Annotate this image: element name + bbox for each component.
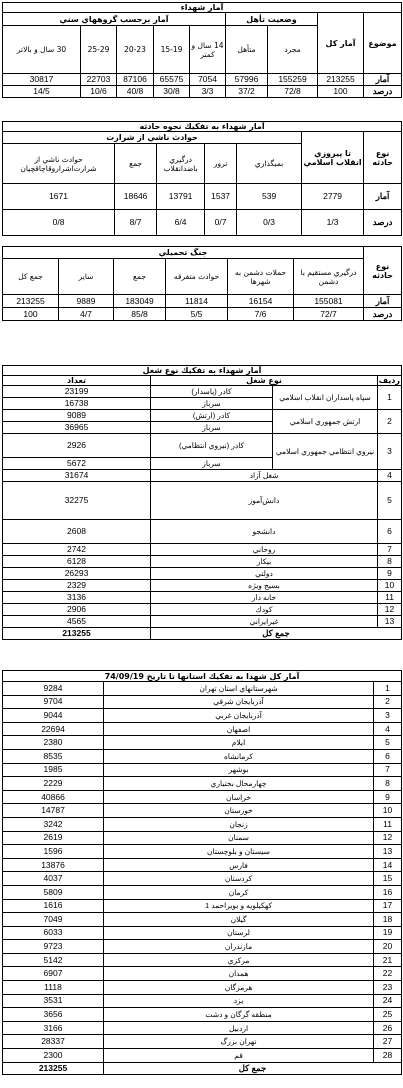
table2-stat-cell: 2779 [302, 184, 364, 210]
table4-count-cell: 16738 [3, 398, 151, 410]
table4-count-cell: 4565 [3, 616, 151, 628]
table5-count-cell: 8535 [3, 749, 104, 763]
table5-row-number: 28 [374, 1049, 402, 1063]
table4-count-cell: 32275 [3, 482, 151, 520]
table5-row-number: 6 [374, 749, 402, 763]
table5-count-cell: 2619 [3, 831, 104, 845]
table4-row-number: 5 [378, 482, 402, 520]
table4-row-number: 8 [378, 556, 402, 568]
table5-province-name: اردبيل [104, 1021, 374, 1035]
table5-count-cell: 6033 [3, 926, 104, 940]
table3-pct-cell: 100 [3, 308, 59, 321]
martyrs-incident-table [2, 121, 402, 236]
table4-count-cell: 31674 [3, 470, 151, 482]
table2-stat-cell: 18646 [115, 184, 157, 210]
table5-province-name: منطقه گرگان و دشت [104, 1008, 374, 1022]
table1-pct-cell: 37/2 [226, 86, 268, 98]
table5-row-number: 5 [374, 736, 402, 750]
table5-province-name: اصفهان [104, 722, 374, 736]
table1-pct-cell: 3/3 [190, 86, 226, 98]
table5-province-name: يزد [104, 994, 374, 1008]
table5-row [3, 885, 402, 899]
table1-age-header-0: 14 سال و كمتر [190, 26, 226, 74]
table4-job-subtype: كادر (پاسدار) [151, 386, 273, 398]
table3-direct-header: درگيري مستقيم با دشمن [294, 259, 364, 295]
table5-province-name: زنجان [104, 817, 374, 831]
table5-row-number: 1 [374, 682, 402, 696]
table4-job-name: بيكار [151, 556, 378, 568]
table5-row-number: 3 [374, 709, 402, 723]
table4-job-name: بسيج ويژه [151, 580, 378, 592]
table1-marital-header: وضعيت تأهل [226, 13, 318, 26]
table4-row-number: 13 [378, 616, 402, 628]
table1-age-header-1: 15-19 [154, 26, 190, 74]
table5-row-number: 9 [374, 790, 402, 804]
table5-province-name: هرمزگان [104, 981, 374, 995]
table5-count-cell: 2229 [3, 777, 104, 791]
table5-province-name: تهران بزرگ [104, 1035, 374, 1049]
table5-row-number: 24 [374, 994, 402, 1008]
table4-job-subtype: سرباز [151, 422, 273, 434]
table5-count-cell: 6907 [3, 967, 104, 981]
table5-count-cell: 40866 [3, 790, 104, 804]
table3-total-header: جمع كل [3, 259, 59, 295]
table4-count-cell: 2608 [3, 520, 151, 544]
table5-row-number: 16 [374, 885, 402, 899]
table3-war-header: جنگ تحميلي [3, 247, 364, 259]
table4-count-cell: 2906 [3, 604, 151, 616]
table1-pct-cell: 40/8 [117, 86, 154, 98]
table3-stat-cell: 213255 [3, 295, 59, 308]
table1-subject-header: موضوع [364, 13, 402, 74]
table4-count-cell: 6128 [3, 556, 151, 568]
table4-job-name: دانش‌آموز [151, 482, 378, 520]
table4-job-name: دانشجو [151, 520, 378, 544]
table5-province-name: سيستان و بلوچستان [104, 845, 374, 859]
table5-row [3, 790, 402, 804]
table5-province-name: گيلان [104, 913, 374, 927]
table4-job-name: غيرايراني [151, 616, 378, 628]
table4-total-label: جمع كل [151, 628, 402, 640]
table2-clash-header: درگيري باضدانقلاب [157, 144, 205, 184]
table5-row [3, 1021, 402, 1035]
table4-row-number: 12 [378, 604, 402, 616]
table4-job-subtype: كادر (نيروي انتظامي) [151, 434, 273, 458]
table2-pct-cell: 6/4 [157, 210, 205, 236]
table3-pct-cell: 5/5 [166, 308, 228, 321]
table1-stat-cell: 155259 [268, 74, 318, 86]
table5-total-label: جمع كل [104, 1062, 402, 1074]
table1-age-header-4: 30 سال و بالاتر [3, 26, 81, 74]
table1-pct-cell: 10/6 [81, 86, 117, 98]
table1-total-header: آمار کل [318, 13, 364, 74]
table2-title: آمار شهداء به تفكيك نحوه حادثه [3, 122, 402, 132]
table5-row [3, 994, 402, 1008]
table5-row-number: 21 [374, 953, 402, 967]
table5-row [3, 967, 402, 981]
table5-count-cell: 9704 [3, 695, 104, 709]
table4-row-number: 3 [378, 434, 402, 470]
table5-row-number: 7 [374, 763, 402, 777]
table5-count-cell: 3166 [3, 1021, 104, 1035]
table5-province-name: كهكيلويه و بويراحمد 1 [104, 899, 374, 913]
table5-count-cell: 28337 [3, 1035, 104, 1049]
table3-pct-cell: 72/7 [294, 308, 364, 321]
table4-title: آمار شهداء به تفكيك نوع شغل [3, 366, 402, 376]
table3-pct-cell: 85/8 [114, 308, 166, 321]
table5-row-number: 8 [374, 777, 402, 791]
table5-row-number: 12 [374, 831, 402, 845]
table5-row [3, 858, 402, 872]
martyrs-war-table [2, 246, 402, 321]
table5-province-name: همدان [104, 967, 374, 981]
table4-job-group: ارتش جمهوري اسلامي [273, 410, 378, 434]
table4-total-value: 213255 [3, 628, 151, 640]
table5-row-number: 15 [374, 872, 402, 886]
table3-sum-header: جمع [114, 259, 166, 295]
table5-count-cell: 3656 [3, 1008, 104, 1022]
table4-job-name: روحاني [151, 544, 378, 556]
table1-pct-cell: 100 [318, 86, 364, 98]
table5-province-name: خراسان [104, 790, 374, 804]
table2-pct-cell: 0/7 [205, 210, 237, 236]
table4-job-subtype: سرباز [151, 458, 273, 470]
table4-count-header: تعداد [3, 376, 151, 386]
table1-stat-cell: 87106 [117, 74, 154, 86]
table4-row-number: 10 [378, 580, 402, 592]
table4-job-group: نيروي انتظامي جمهوري اسلامي [273, 434, 378, 470]
table3-stat-cell: 9889 [59, 295, 114, 308]
table1-single-header: مجرد [268, 26, 318, 74]
table5-row [3, 1035, 402, 1049]
table5-total-value: 213255 [3, 1062, 104, 1074]
table1-pct-cell: 14/5 [3, 86, 81, 98]
table1-title: آمار شهداء [3, 3, 402, 13]
table2-sum-header: جمع [115, 144, 157, 184]
table2-stat-cell: 539 [237, 184, 302, 210]
table5-row [3, 981, 402, 995]
table5-count-cell: 14787 [3, 804, 104, 818]
table5-row-number: 25 [374, 1008, 402, 1022]
table5-row [3, 845, 402, 859]
table5-count-cell: 5809 [3, 885, 104, 899]
table3-stat-cell: 16154 [228, 295, 294, 308]
table5-province-name: آذربايجان شرقي [104, 695, 374, 709]
table5-province-name: شهرستانهاي استان تهران [104, 682, 374, 696]
table4-row-number: 7 [378, 544, 402, 556]
table4-job-header: نوع شغل [151, 376, 378, 386]
table3-stat-cell: 11814 [166, 295, 228, 308]
martyrs-province-table [2, 670, 402, 1075]
table2-type-header: نوع حادثه [364, 132, 402, 184]
table5-row [3, 913, 402, 927]
table5-row [3, 695, 402, 709]
table5-row [3, 940, 402, 954]
table3-pct-cell: 7/6 [228, 308, 294, 321]
table5-province-name: آذربايجان غربي [104, 709, 374, 723]
table5-province-name: خوزستان [104, 804, 374, 818]
table5-row-number: 11 [374, 817, 402, 831]
table5-row-number: 18 [374, 913, 402, 927]
table2-before-revolution-header: تا پيروزي انقلاب اسلامي [302, 132, 364, 184]
table3-stat-cell: 155081 [294, 295, 364, 308]
table2-stat-cell: 1537 [205, 184, 237, 210]
table1-pct-cell: 30/8 [154, 86, 190, 98]
table4-row-number: 4 [378, 470, 402, 482]
table5-row [3, 1008, 402, 1022]
table5-row [3, 804, 402, 818]
table1-age-header-2: 20-23 [117, 26, 154, 74]
table4-job-subtype: سرباز [151, 398, 273, 410]
table5-count-cell: 13876 [3, 858, 104, 872]
table5-row-number: 17 [374, 899, 402, 913]
table4-count-cell: 2329 [3, 580, 151, 592]
table2-pct-label: درصد [364, 210, 402, 236]
table5-count-cell: 7049 [3, 913, 104, 927]
table4-job-name: دولتي [151, 568, 378, 580]
table2-pct-cell: 8/7 [115, 210, 157, 236]
table5-row-number: 22 [374, 967, 402, 981]
table4-count-cell: 9089 [3, 410, 151, 422]
table5-row [3, 831, 402, 845]
table5-count-cell: 1616 [3, 899, 104, 913]
table5-province-name: فارس [104, 858, 374, 872]
table5-count-cell: 22694 [3, 722, 104, 736]
table4-row-number: 2 [378, 410, 402, 434]
table5-row [3, 682, 402, 696]
table4-job-name: كودك [151, 604, 378, 616]
table5-row-number: 19 [374, 926, 402, 940]
table5-count-cell: 1596 [3, 845, 104, 859]
table1-stat-cell: 30817 [3, 74, 81, 86]
table5-row-number: 13 [374, 845, 402, 859]
table5-count-cell: 9284 [3, 682, 104, 696]
table5-row-number: 27 [374, 1035, 402, 1049]
table5-count-cell: 4037 [3, 872, 104, 886]
table4-row-header: رديف [378, 376, 401, 385]
table1-stat-cell: 65575 [154, 74, 190, 86]
table2-stat-cell: 13791 [157, 184, 205, 210]
table5-row-number: 14 [374, 858, 402, 872]
table4-row-number: 11 [378, 592, 402, 604]
table5-count-cell: 1985 [3, 763, 104, 777]
table5-row [3, 722, 402, 736]
table5-count-cell: 2300 [3, 1049, 104, 1063]
table1-married-header: متأهل [226, 26, 268, 74]
table5-province-name: قم [104, 1049, 374, 1063]
table5-count-cell: 1118 [3, 981, 104, 995]
table4-job-name: خانه دار [151, 592, 378, 604]
table4-row-number: 6 [378, 520, 402, 544]
table5-row-number: 10 [374, 804, 402, 818]
table2-smuggle-header: حوادث ناشي از شرارت‌اشرارو‌قاچاقچيان [3, 144, 115, 184]
table3-pct-cell: 4/7 [59, 308, 114, 321]
table5-row [3, 926, 402, 940]
table5-row [3, 953, 402, 967]
table4-row-number: 9 [378, 568, 402, 580]
table4-count-cell: 2742 [3, 544, 151, 556]
table5-province-name: سمنان [104, 831, 374, 845]
table2-pct-cell: 1/3 [302, 210, 364, 236]
table4-count-cell: 36965 [3, 422, 151, 434]
table5-count-cell: 9723 [3, 940, 104, 954]
table5-row-number: 4 [374, 722, 402, 736]
table5-row [3, 749, 402, 763]
table2-terror-header: ترور [205, 144, 237, 184]
table1-stat-cell: 213255 [318, 74, 364, 86]
table3-type-header: نوع حادثه [364, 247, 402, 295]
table3-pct-label: درصد [364, 308, 402, 321]
martyrs-job-table [2, 365, 402, 640]
table5-row [3, 899, 402, 913]
table3-stat-label: آمار [364, 295, 402, 308]
table2-stat-cell: 1671 [3, 184, 115, 210]
table5-province-name: بوشهر [104, 763, 374, 777]
table5-row [3, 763, 402, 777]
table5-province-name: مركزي [104, 953, 374, 967]
table2-bomb-header: بمبگذاري [237, 144, 302, 184]
table5-province-name: چهارمحال بختياري [104, 777, 374, 791]
table2-pct-cell: 0/3 [237, 210, 302, 236]
table4-count-cell: 26293 [3, 568, 151, 580]
table4-count-cell: 5672 [3, 458, 151, 470]
table1-stat-cell: 7054 [190, 74, 226, 86]
table5-row [3, 709, 402, 723]
table5-row-number: 26 [374, 1021, 402, 1035]
table5-province-name: كرمانشاه [104, 749, 374, 763]
table3-other-header: ساير [59, 259, 114, 295]
table1-age-header-3: 25-29 [81, 26, 117, 74]
table1-stat-label: آمار [364, 74, 402, 86]
table5-row [3, 817, 402, 831]
table5-count-cell: 9044 [3, 709, 104, 723]
table5-row-number: 20 [374, 940, 402, 954]
table5-count-cell: 5142 [3, 953, 104, 967]
table3-misc-header: حوادث متفرقه [166, 259, 228, 295]
table3-stat-cell: 183049 [114, 295, 166, 308]
table5-count-cell: 3242 [3, 817, 104, 831]
table5-province-name: لرستان [104, 926, 374, 940]
table5-count-cell: 2380 [3, 736, 104, 750]
table4-count-cell: 23199 [3, 386, 151, 398]
table2-pct-cell: 0/8 [3, 210, 115, 236]
table5-row-number: 23 [374, 981, 402, 995]
table5-province-name: كرمان [104, 885, 374, 899]
table4-count-cell: 2926 [3, 434, 151, 458]
table5-count-cell: 3531 [3, 994, 104, 1008]
table4-count-cell: 3136 [3, 592, 151, 604]
table5-row [3, 736, 402, 750]
martyrs-age-marital-table [2, 2, 402, 98]
table5-province-name: مازندران [104, 940, 374, 954]
table1-stat-cell: 57996 [226, 74, 268, 86]
table3-cities-header: حملات دشمن به شهرها [228, 259, 294, 295]
table2-incidents-header: حوادث ناشي از شرارت [3, 132, 302, 144]
table4-job-name: شغل آزاد [151, 470, 378, 482]
table1-pct-label: درصد [364, 86, 402, 98]
table5-row [3, 872, 402, 886]
table4-job-subtype: كادر (ارتش) [151, 410, 273, 422]
table5-row [3, 777, 402, 791]
table5-province-name: كردستان [104, 872, 374, 886]
table1-age-header: آمار برحسب گروههاي سني [3, 13, 226, 26]
table4-row-number: 1 [378, 386, 402, 410]
table4-job-group: سپاه پاسداران انقلاب اسلامي [273, 386, 378, 410]
table5-province-name: ايلام [104, 736, 374, 750]
table5-row [3, 1049, 402, 1063]
table2-stat-label: آمار [364, 184, 402, 210]
table5-row-number: 2 [374, 695, 402, 709]
table1-pct-cell: 72/8 [268, 86, 318, 98]
table1-stat-cell: 22703 [81, 74, 117, 86]
table5-title: آمار كل شهدا به تفكيك استانها تا تاريخ 74/09/19 [3, 671, 402, 682]
table5-total-row [3, 1062, 402, 1074]
